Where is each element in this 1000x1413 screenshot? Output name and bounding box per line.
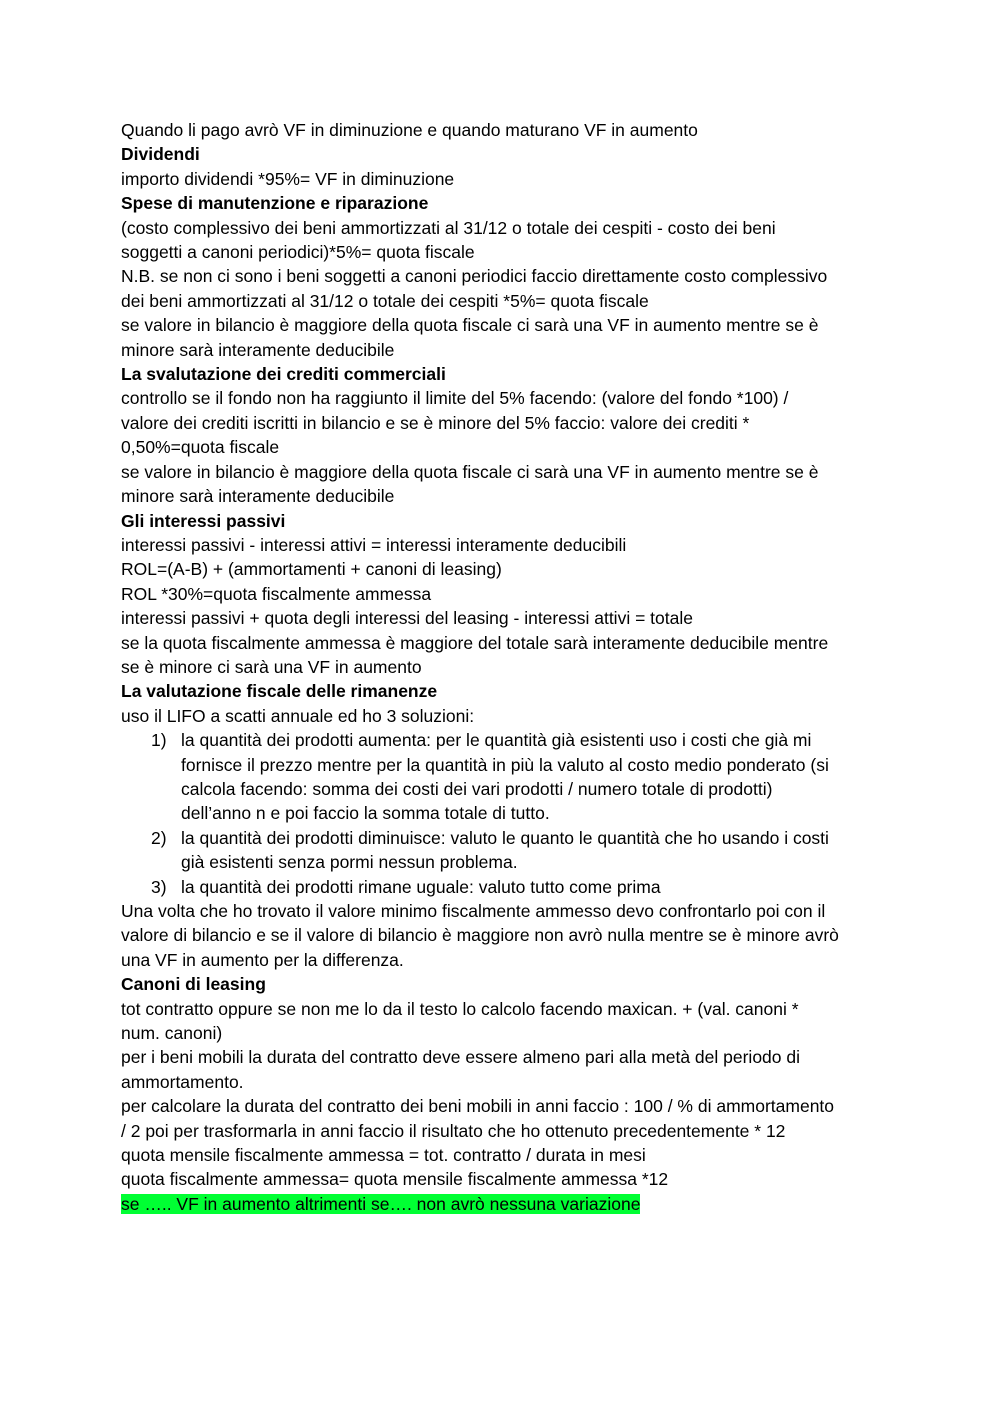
list-item-line: calcola facendo: somma dei costi dei vari prodotti / numero totale di prodotti) [181, 778, 773, 799]
text-line: valore dei crediti iscritti in bilancio e se è minore del 5% faccio: valore dei crediti * [121, 412, 750, 433]
heading-dividendi: Dividendi [121, 144, 200, 165]
heading-canoni-leasing: Canoni di leasing [121, 974, 266, 995]
text-line: valore di bilancio e se il valore di bilancio è maggiore non avrò nulla mentre se è minore avrò [121, 925, 839, 946]
text-line: (costo complessivo dei beni ammortizzati al 31/12 o totale dei cespiti - costo dei beni [121, 217, 776, 238]
text-line: interessi passivi + quota degli interessi del leasing - interessi attivi = totale [121, 608, 693, 629]
heading-valutazione-rimanenze: La valutazione fiscale delle rimanenze [121, 681, 438, 702]
list-item-line: già esistenti senza pormi nessun problema. [181, 852, 518, 873]
text-line: dei beni ammortizzati al 31/12 o totale dei cespiti *5%= quota fiscale [121, 290, 649, 311]
text-line: interessi passivi - interessi attivi = interessi interamente deducibili [121, 534, 627, 555]
list-item-line: fornisce il prezzo mentre per la quantità in più la valuto al costo medio ponderato (si [181, 754, 829, 775]
text-line: se valore in bilancio è maggiore della quota fiscale ci sarà una VF in aumento mentre se è [121, 461, 819, 482]
list-number: 2) [151, 827, 167, 848]
text-line: per calcolare la durata del contratto dei beni mobili in anni faccio : 100 / % di ammortamento [121, 1096, 835, 1117]
list-item-line: dell’anno n e poi faccio la somma totale di tutto. [181, 803, 550, 824]
text-line: ROL *30%=quota fiscalmente ammessa [121, 583, 432, 604]
text-line: uso il LIFO a scatti annuale ed ho 3 soluzioni: [121, 705, 475, 726]
text-line: num. canoni) [121, 1023, 223, 1044]
text-line: / 2 poi per trasformarla in anni faccio il risultato che ho ottenuto precedentemente * 12 [121, 1120, 786, 1141]
text-line: per i beni mobili la durata del contratto deve essere almeno pari alla metà del periodo di [121, 1047, 801, 1068]
text-line: controllo se il fondo non ha raggiunto il limite del 5% facendo: (valore del fondo *100) / [121, 388, 789, 409]
list-item-line: la quantità dei prodotti rimane uguale: valuto tutto come prima [181, 876, 661, 897]
text-line: soggetti a canoni periodici)*5%= quota fiscale [121, 242, 475, 263]
list-number: 1) [151, 730, 167, 751]
list-item-line: la quantità dei prodotti aumenta: per le quantità già esistenti uso i costi che già mi [181, 730, 812, 751]
list-item [121, 826, 901, 875]
text-line: importo dividendi *95%= VF in diminuzione [121, 168, 455, 189]
text-line: quota mensile fiscalmente ammessa = tot. contratto / durata in mesi [121, 1145, 646, 1166]
heading-svalutazione-crediti: La svalutazione dei crediti commerciali [121, 364, 446, 385]
text-line: N.B. se non ci sono i beni soggetti a canoni periodici faccio direttamente costo complessivo [121, 266, 828, 287]
text-line: Una volta che ho trovato il valore minimo fiscalmente ammesso devo confrontarlo poi con il [121, 901, 826, 921]
text-line: quota fiscalmente ammessa= quota mensile fiscalmente ammessa *12 [121, 1169, 669, 1190]
text-line: se è minore ci sarà una VF in aumento [121, 656, 422, 677]
text-line: se valore in bilancio è maggiore della quota fiscale ci sarà una VF in aumento mentre se è [121, 315, 819, 336]
text-line: una VF in aumento per la differenza. [121, 949, 404, 970]
heading-spese-manutenzione: Spese di manutenzione e riparazione [121, 193, 429, 214]
text-line: minore sarà interamente deducibile [121, 486, 395, 507]
intro-line: Quando li pago avrò VF in diminuzione e quando maturano VF in aumento [121, 120, 698, 140]
numbered-list [121, 728, 901, 899]
text-line: se la quota fiscalmente ammessa è maggiore del totale sarà interamente deducibile mentre [121, 632, 829, 653]
document-page [121, 118, 901, 1216]
list-item [121, 875, 901, 899]
text-line: 0,50%=quota fiscale [121, 437, 280, 458]
text-line: ROL=(A-B) + (ammortamenti + canoni di leasing) [121, 559, 502, 580]
list-item [121, 728, 901, 826]
text-line: minore sarà interamente deducibile [121, 339, 395, 360]
highlighted-line: se ….. VF in aumento altrimenti se…. non avrò nessuna variazione [121, 1193, 641, 1214]
text-line: tot contratto oppure se non me lo da il testo lo calcolo facendo maxican. + (val. canoni * [121, 998, 799, 1019]
list-item-line: la quantità dei prodotti diminuisce: valuto le quanto le quantità che ho usando i costi [181, 827, 829, 848]
text-line: ammortamento. [121, 1071, 244, 1092]
heading-interessi-passivi: Gli interessi passivi [121, 510, 286, 531]
list-number: 3) [151, 876, 167, 897]
